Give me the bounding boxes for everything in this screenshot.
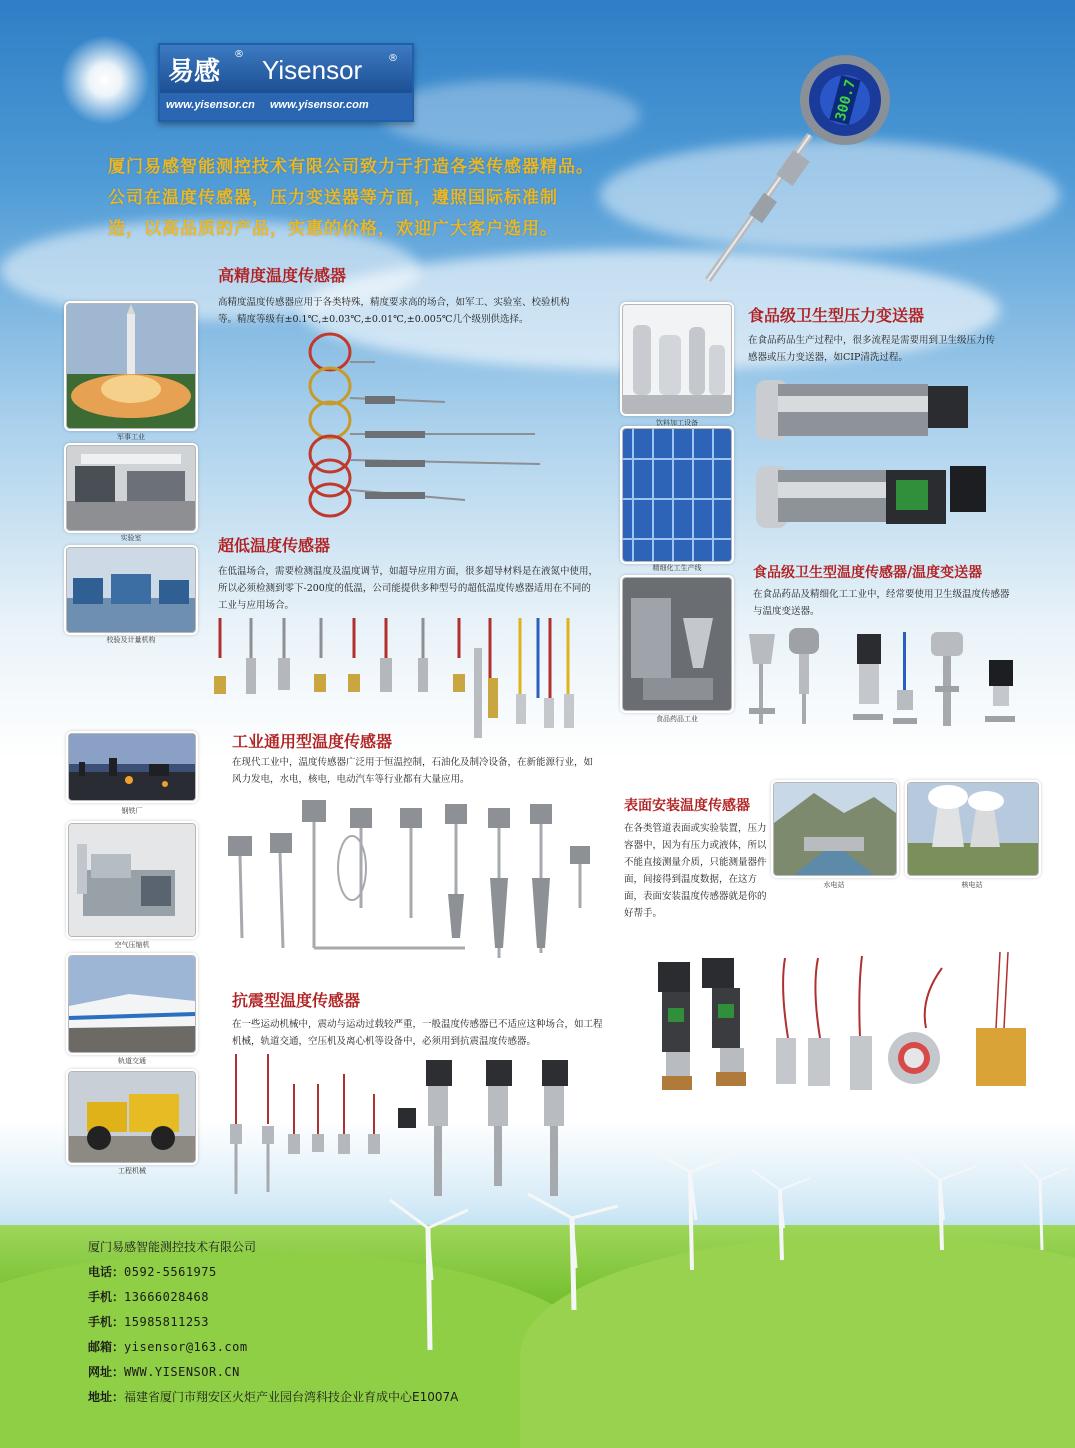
section-text-ultra-low: 在低温场合，需要检测温度及温度调节，如超导应用方面，很多超导材料是在液氮中使用，所以必须检测到零下-200度的低温，公司能提供多种型号的超低温度传感器适用在不同的工业与应用场合。 bbox=[218, 566, 599, 611]
logo-url-cn: www.yisensor.cn bbox=[166, 99, 255, 111]
section-text-high-precision: 高精度温度传感器应用于各类特殊，精度要求高的场合，如军工、实验室、校验机构等。精度等级有±0.1℃,±0.03℃,±0.01℃,±0.005℃几个级别供选择。 bbox=[218, 297, 570, 325]
product-sanitary-temp-sensors bbox=[745, 624, 1035, 736]
contact-phone bbox=[88, 1263, 648, 1288]
caption: 核电站 bbox=[961, 881, 983, 889]
product-cryogenic-probes bbox=[208, 618, 593, 738]
registered-mark: ® bbox=[388, 53, 398, 64]
contact-email bbox=[88, 1338, 648, 1363]
registered-mark: ® bbox=[234, 49, 244, 60]
product-surface-sensors bbox=[640, 948, 1035, 1098]
product-coil-probes bbox=[255, 330, 555, 520]
section-text-food-temp: 在食品药品及精细化工工业中，经常要使用卫生级温度传感器与温度变送器。 bbox=[753, 589, 1010, 617]
caption: 空气压缩机 bbox=[114, 941, 150, 949]
caption: 工程机械 bbox=[118, 1167, 146, 1175]
section-text-surface: 在各类管道表面或实验装置，压力容器中，因为有压力或液体，所以不能直接测量介质，只能测量器件面，间接得到温度数据，在这方面，表面安装温度传感器就是你的好帮手。 bbox=[624, 823, 767, 919]
section-title-surface: 表面安装温度传感器 bbox=[624, 798, 750, 814]
contact-block bbox=[88, 1238, 648, 1413]
section-title-ultra-low: 超低温度传感器 bbox=[218, 536, 331, 555]
mobile-number: 13666028468 bbox=[124, 1290, 209, 1304]
caption: 轨道交通 bbox=[118, 1057, 146, 1065]
contact-mobile bbox=[88, 1313, 648, 1338]
section-title-shockproof: 抗震型温度传感器 bbox=[232, 991, 361, 1010]
address-text: 福建省厦门市翔安区火炬产业园台湾科技企业育成中心E1007A bbox=[124, 1390, 459, 1404]
mobile-number: 15985811253 bbox=[124, 1315, 209, 1329]
caption: 校验及计量机构 bbox=[106, 636, 156, 644]
section-text-shockproof: 在一些运动机械中，震动与运动过载较严重，一般温度传感器已不适应这种场合，如工程机械，轨道交通，空压机及离心机等设备中，必须用到抗震温度传感器。 bbox=[232, 1019, 603, 1047]
thumb-chemical bbox=[622, 428, 732, 562]
intro-text bbox=[108, 152, 628, 245]
logo-url-com: www.yisensor.com bbox=[270, 99, 369, 111]
intro-line: 厦门易感智能测控技术有限公司致力于打造各类传感器精品。 bbox=[108, 157, 594, 177]
thumb-rail bbox=[68, 955, 196, 1053]
section-title-industrial: 工业通用型温度传感器 bbox=[232, 732, 393, 751]
thumb-hydro bbox=[773, 782, 897, 876]
label: 手机： bbox=[88, 1290, 125, 1304]
caption: 钢铁厂 bbox=[121, 807, 143, 815]
intro-line: 造，以高品质的产品，实惠的价格，欢迎广大客户选用。 bbox=[108, 219, 558, 239]
section-title-food-temp: 食品级卫生型温度传感器/温度变送器 bbox=[753, 565, 983, 581]
phone-number: 0592-5561975 bbox=[124, 1265, 217, 1279]
email-address[interactable]: yisensor@163.com bbox=[124, 1340, 248, 1354]
caption: 水电站 bbox=[823, 881, 845, 889]
hero-display-readout: 300.7 bbox=[832, 77, 860, 123]
caption: 食品药品工业 bbox=[656, 715, 698, 723]
intro-line: 公司在温度传感器，压力变送器等方面，遵照国际标准制 bbox=[108, 188, 558, 208]
website-link[interactable]: WWW.YISENSOR.CN bbox=[124, 1365, 240, 1379]
contact-address bbox=[88, 1388, 648, 1413]
thumb-pharma bbox=[622, 577, 732, 711]
sun-glare bbox=[60, 35, 150, 125]
section-text-industrial: 在现代工业中，温度传感器广泛用于恒温控制，石油化及制冷设备，在新能源行业，如风力发电，水电，核电，电动汽车等行业都有大量应用。 bbox=[232, 757, 594, 785]
contact-company: 厦门易感智能测控技术有限公司 bbox=[88, 1240, 257, 1254]
label: 地址： bbox=[88, 1390, 125, 1404]
label: 手机： bbox=[88, 1315, 125, 1329]
caption: 实验室 bbox=[120, 534, 142, 542]
label: 电话： bbox=[88, 1265, 125, 1279]
thumb-nuclear bbox=[907, 782, 1039, 876]
logo-name-cn: 易感 bbox=[168, 57, 221, 87]
thumb-beverage bbox=[622, 304, 732, 414]
section-text-food-pressure: 在食品药品生产过程中，很多流程是需要用到卫生级压力传感器或压力变送器，如CIP清洗过程。 bbox=[748, 335, 996, 363]
hero-temperature-transmitter bbox=[700, 40, 920, 290]
thumb-compressor bbox=[68, 823, 196, 937]
product-sanitary-pressure-transmitters bbox=[750, 370, 1000, 550]
thumb-machinery bbox=[68, 1071, 196, 1163]
product-thermocouple-heads bbox=[220, 798, 612, 983]
contact-website bbox=[88, 1363, 648, 1388]
cloud bbox=[380, 80, 640, 150]
caption: 精细化工生产线 bbox=[652, 564, 702, 572]
thumb-calibration bbox=[66, 547, 196, 633]
label: 网址： bbox=[88, 1365, 125, 1379]
thumb-military bbox=[66, 303, 196, 429]
section-title-food-pressure: 食品级卫生型压力变送器 bbox=[748, 306, 925, 325]
caption: 饮料加工设备 bbox=[656, 419, 698, 427]
contact-mobile bbox=[88, 1288, 648, 1313]
thumb-lab bbox=[66, 445, 196, 531]
label: 邮箱： bbox=[88, 1340, 125, 1354]
thumb-steel bbox=[68, 733, 196, 801]
caption: 军事工业 bbox=[117, 433, 145, 441]
logo-name-en: Yisensor bbox=[262, 55, 363, 85]
section-title-high-precision: 高精度温度传感器 bbox=[218, 266, 347, 285]
company-logo bbox=[158, 43, 414, 122]
